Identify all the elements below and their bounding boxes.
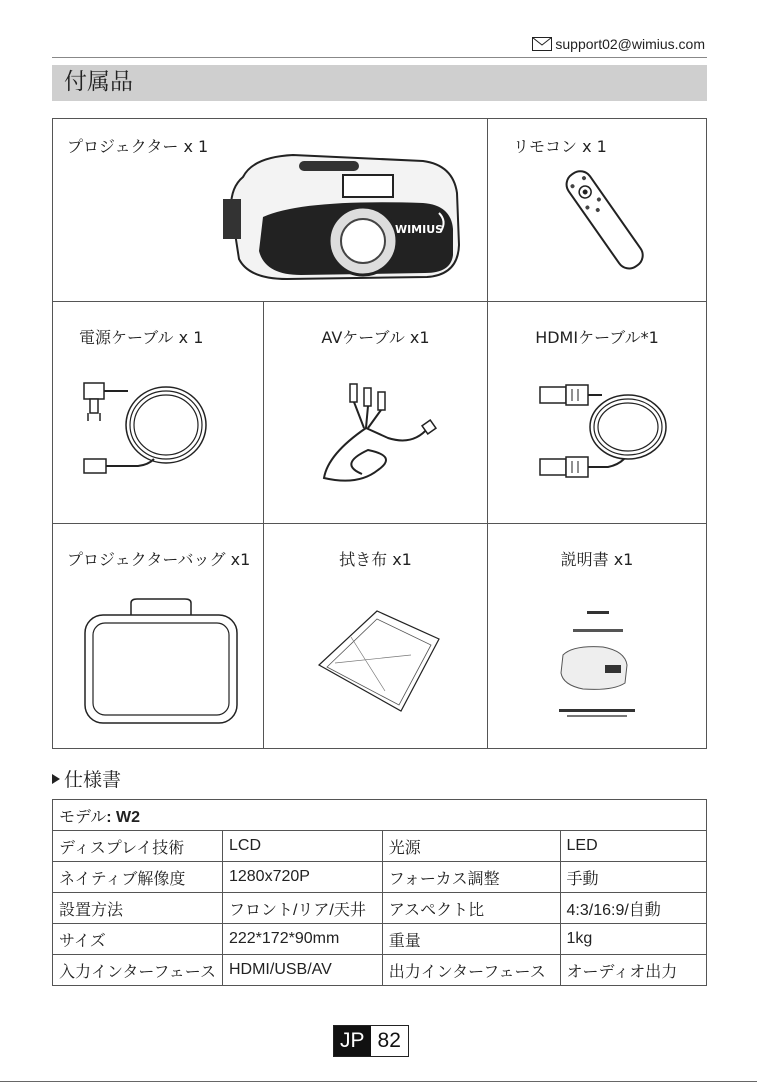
support-email[interactable]: [532, 36, 705, 52]
model-value: : W2: [106, 808, 140, 826]
spec-table: [52, 799, 707, 986]
hdmi-cable-illustration: [538, 383, 673, 483]
spec-value: 1kg: [560, 924, 706, 955]
footer-rule: [0, 1081, 757, 1082]
spec-heading: [52, 765, 121, 792]
triangle-bullet-icon: [52, 774, 60, 784]
spec-value: 1280x720P: [222, 862, 382, 893]
spec-value: 222*172*90mm: [222, 924, 382, 955]
projector-brand-logo: WIMIUS: [394, 223, 444, 236]
grid-divider: [487, 119, 488, 748]
spec-key: 入力インターフェース: [53, 955, 223, 986]
spec-value: LED: [560, 831, 706, 862]
spec-value: オーディオ出力: [560, 955, 706, 986]
accessory-label-av-cable: AVケーブル x1: [321, 328, 430, 347]
header-rule: [52, 57, 707, 58]
page-number-badge: [333, 1025, 409, 1057]
spec-key: サイズ: [53, 924, 223, 955]
spec-key: アスペクト比: [382, 893, 560, 924]
spec-key: ネイティブ解像度: [53, 862, 223, 893]
power-cable-illustration: [78, 375, 218, 485]
spec-key: 光源: [382, 831, 560, 862]
accessory-label-projector: プロジェクター x 1: [67, 137, 209, 156]
spec-key: 重量: [382, 924, 560, 955]
spec-value: HDMI/USB/AV: [222, 955, 382, 986]
accessory-label-manual: 説明書 x1: [560, 550, 634, 569]
table-row: [53, 862, 707, 893]
cleaning-cloth-illustration: [315, 607, 445, 717]
remote-control-illustration: [548, 169, 658, 274]
spec-key: 設置方法: [53, 893, 223, 924]
projector-illustration: [203, 147, 473, 287]
grid-divider: [263, 301, 264, 748]
accessory-label-cloth: 拭き布 x1: [339, 550, 412, 569]
accessory-label-hdmi-cable: HDMIケーブル*1: [535, 328, 659, 347]
bag-illustration: [81, 597, 241, 727]
model-cell: [53, 800, 707, 831]
table-row: [53, 800, 707, 831]
spec-key: 出力インターフェース: [382, 955, 560, 986]
spec-value: 4:3/16:9/自動: [560, 893, 706, 924]
spec-value: 手動: [560, 862, 706, 893]
section-title: 付属品: [64, 69, 133, 95]
accessory-label-bag: プロジェクターバッグ x1: [67, 550, 251, 569]
spec-key: ディスプレイ技術: [53, 831, 223, 862]
language-code: JP: [334, 1026, 371, 1056]
accessories-grid: [52, 118, 707, 749]
page-number: 82: [371, 1026, 408, 1056]
table-row: [53, 924, 707, 955]
grid-divider: [53, 301, 706, 302]
table-row: [53, 893, 707, 924]
spec-key: フォーカス調整: [382, 862, 560, 893]
grid-divider: [53, 523, 706, 524]
envelope-icon: [532, 37, 552, 51]
section-title-bar: [52, 65, 707, 101]
table-row: [53, 831, 707, 862]
accessory-label-power-cable: 電源ケーブル x 1: [79, 328, 204, 347]
accessory-label-remote: リモコン x 1: [513, 137, 607, 156]
table-row: [53, 955, 707, 986]
spec-value: フロント/リア/天井: [222, 893, 382, 924]
model-label: モデル: [59, 806, 107, 826]
av-cable-illustration: [318, 374, 448, 494]
spec-value: LCD: [222, 831, 382, 862]
manual-illustration: [553, 605, 643, 725]
email-text: support02@wimius.com: [555, 36, 705, 52]
spec-heading-text: 仕様書: [64, 769, 122, 791]
